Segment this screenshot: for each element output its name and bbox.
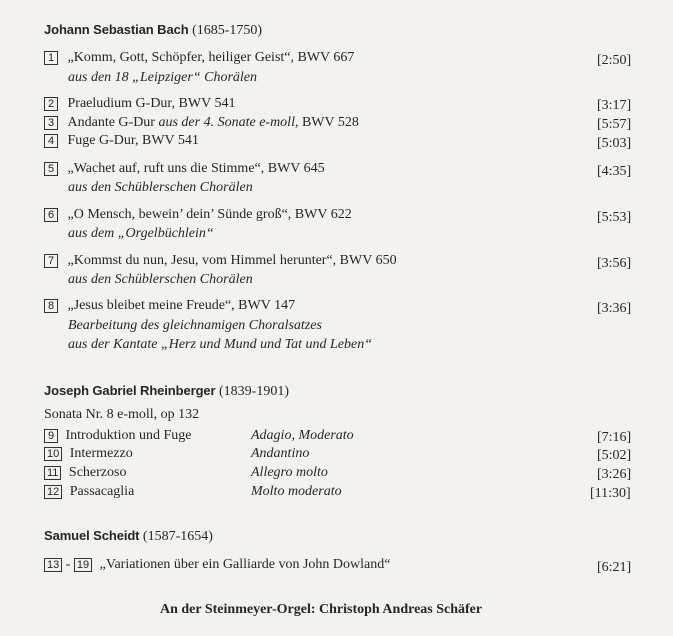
track-number: 12 (44, 485, 62, 499)
track-title: Praeludium G-Dur, BWV 541 (67, 96, 236, 111)
track-time: [3:36] (597, 301, 632, 316)
track-title-end: , BWV 528 (294, 115, 359, 130)
track-subtitle-2: aus der Kantate „Herz und Mund und Tat und Leben“ (68, 337, 373, 352)
track-range-dash: - (65, 557, 71, 572)
track-title: Scherzoso (68, 465, 127, 480)
track-time: [5:03] (597, 136, 632, 151)
composer-dates: (1587-1654) (142, 529, 213, 544)
track-time: [5:02] (597, 448, 632, 463)
track-10 (44, 446, 133, 462)
composer-name: Johann Sebastian Bach (44, 22, 189, 37)
track-title: „Komm, Gott, Schöpfer, heiliger Geist“, BWV 667 (67, 50, 355, 65)
track-8 (44, 298, 295, 314)
track-subtitle: aus den 18 „Leipziger“ Chorälen (68, 70, 258, 85)
track-time: [2:50] (597, 53, 632, 68)
composer-name: Joseph Gabriel Rheinberger (44, 383, 216, 398)
track-number-to: 19 (74, 558, 92, 572)
track-tempo: Adagio, Moderato (251, 428, 354, 443)
track-title: Fuge G-Dur, BWV 541 (67, 133, 199, 148)
track-5 (44, 161, 325, 177)
track-title: „O Mensch, bewein’ dein’ Sünde groß“, BWV 622 (67, 207, 352, 222)
track-subtitle: aus dem „Orgelbüchlein“ (68, 226, 214, 241)
track-tempo: Molto moderato (251, 484, 342, 499)
track-subtitle: aus den Schüblerschen Chorälen (68, 272, 253, 287)
track-tempo: Andantino (251, 446, 310, 461)
track-time: [4:35] (597, 164, 632, 179)
track-time: [3:56] (597, 256, 632, 271)
track-title-italic: aus der 4. Sonate e-moll (158, 115, 295, 130)
composer-dates: (1839-1901) (219, 384, 290, 399)
composer-name: Samuel Scheidt (44, 528, 140, 543)
track-title: Introduktion und Fuge (65, 428, 192, 443)
track-number: 2 (44, 97, 58, 111)
track-title: „Jesus bleibet meine Freude“, BWV 147 (67, 298, 296, 313)
track-number: 9 (44, 429, 58, 443)
track-number: 8 (44, 299, 58, 313)
track-subtitle: Bearbeitung des gleichnamigen Choralsatzes (68, 318, 322, 333)
track-7 (44, 253, 397, 269)
track-number: 11 (44, 466, 61, 480)
track-9 (44, 428, 192, 444)
track-subtitle: aus den Schüblerschen Chorälen (68, 180, 253, 195)
track-number: 5 (44, 162, 58, 176)
track-time: [3:17] (597, 98, 632, 113)
track-title: „Variationen über ein Galliarde von John Dowland“ (99, 557, 391, 572)
composer-dates: (1685-1750) (192, 23, 263, 38)
track-title: Andante G-Dur (67, 115, 159, 130)
track-3 (44, 115, 359, 131)
track-2 (44, 96, 235, 112)
track-tempo: Allegro molto (251, 465, 328, 480)
track-title: Intermezzo (69, 446, 133, 461)
track-title: „Kommst du nun, Jesu, vom Himmel herunter“, BWV 650 (67, 253, 397, 268)
track-number: 10 (44, 447, 62, 461)
track-time: [7:16] (597, 430, 632, 445)
track-number: 4 (44, 134, 58, 148)
track-13-19 (44, 557, 390, 573)
performer-credit: An der Steinmeyer-Orgel: Christoph Andreas Schäfer (160, 602, 483, 617)
track-time: [11:30] (590, 486, 631, 501)
composer-scheidt (44, 528, 213, 545)
track-time: [6:21] (597, 560, 632, 575)
track-6 (44, 207, 352, 223)
work-title: Sonata Nr. 8 e-moll, op 132 (44, 407, 200, 422)
composer-rheinberger (44, 383, 289, 400)
composer-bach (44, 22, 262, 39)
track-time: [5:57] (597, 117, 632, 132)
track-title: „Wachet auf, ruft uns die Stimme“, BWV 645 (67, 161, 325, 176)
track-time: [5:53] (597, 210, 632, 225)
track-title: Passacaglia (69, 484, 135, 499)
track-number: 6 (44, 208, 58, 222)
track-1 (44, 50, 354, 66)
track-time: [3:26] (597, 467, 632, 482)
track-12 (44, 484, 134, 500)
track-4 (44, 133, 199, 149)
track-number: 3 (44, 116, 58, 130)
track-11 (44, 465, 126, 481)
track-number: 1 (44, 51, 58, 65)
track-number-from: 13 (44, 558, 62, 572)
track-number: 7 (44, 254, 58, 268)
